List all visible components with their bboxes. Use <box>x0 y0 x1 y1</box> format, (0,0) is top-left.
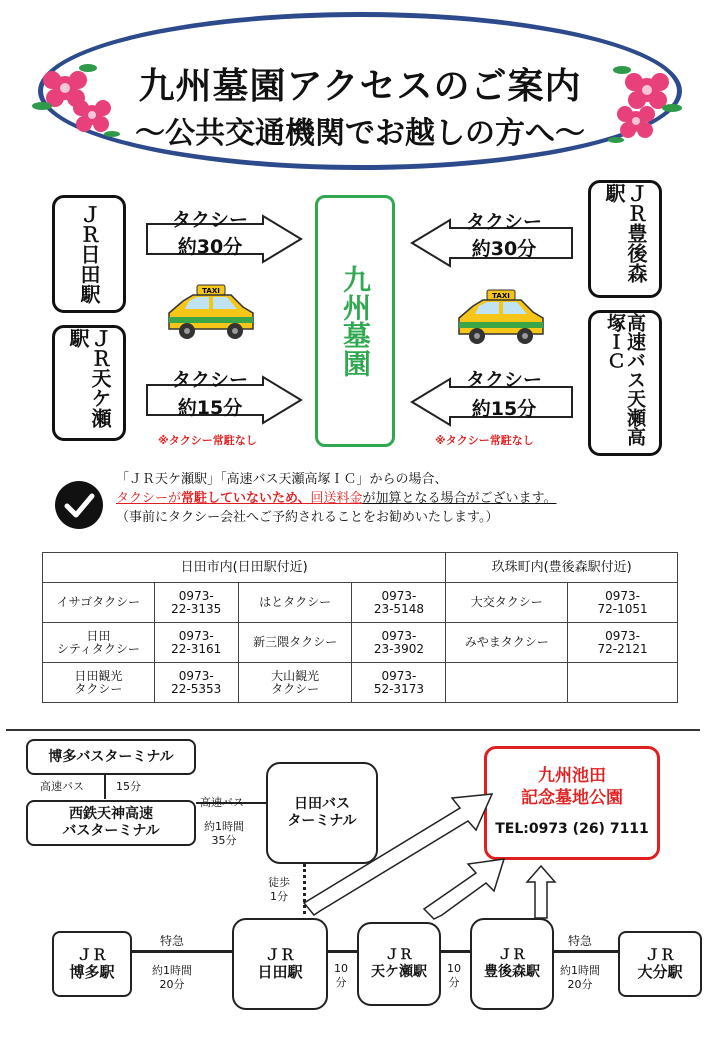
rail-line <box>554 950 618 953</box>
check-icon <box>54 480 104 530</box>
notice-text <box>116 470 556 527</box>
goal-box <box>484 746 660 860</box>
taxi-sign: TAXI <box>202 287 220 295</box>
jr-hakata-station: ＪＲ 博多駅 <box>52 931 132 997</box>
station-bungomori <box>588 180 662 298</box>
highway-bus-time: 15分 <box>116 780 141 793</box>
arrow-up-right-icon <box>420 855 510 925</box>
phone-number: 0973- 23-3902 <box>352 623 446 663</box>
goal-tel: TEL:0973 (26) 7111 <box>495 821 649 837</box>
phone-number: 0973- 23-5148 <box>352 583 446 623</box>
route-label: タクシー <box>171 369 248 391</box>
hakata-bus-terminal: 博多バスターミナル <box>26 739 196 775</box>
station-hita <box>52 195 126 313</box>
table-row <box>43 663 678 703</box>
nishitetsu-bus-terminal: 西鉄天神高速 バスターミナル <box>26 800 196 846</box>
rail-line <box>328 950 358 953</box>
company-name: 日田観光 タクシー <box>43 663 155 703</box>
station-hita-label: ＪＲ日田駅 <box>77 204 101 304</box>
destination-box <box>315 195 395 447</box>
notice-line3: （事前にタクシー会社へご予約されることをお勧めいたします。） <box>116 510 499 525</box>
destination-label: 九州墓園 <box>339 265 372 377</box>
company-name: はとタクシー <box>238 583 352 623</box>
company-name: 日田 シティタクシー <box>43 623 155 663</box>
highway-bus-label: 高速バス <box>40 780 84 793</box>
express-time: 約1時間 20分 <box>560 964 600 991</box>
jr-hita-station: ＪＲ 日田駅 <box>232 918 328 1010</box>
station-highway-bus-label: 高速バス天瀬高塚ＩＣ <box>604 313 646 446</box>
company-name: 新三隈タクシー <box>238 623 352 663</box>
flower-icon <box>606 96 666 146</box>
route-time: 約15分 <box>177 397 243 419</box>
table-header-kusu: 玖珠町内(豊後森駅付近) <box>446 553 678 583</box>
table-header-hita: 日田市内(日田駅付近) <box>43 553 446 583</box>
phone-number <box>568 663 678 703</box>
route-label: タクシー <box>465 211 542 233</box>
company-name: イサゴタクシー <box>43 583 155 623</box>
connector-line <box>104 775 106 799</box>
route-time: 約30分 <box>471 238 537 260</box>
taxi-company-table <box>42 552 678 703</box>
phone-number: 0973- 72-1051 <box>568 583 678 623</box>
arrow-up-icon <box>524 864 558 920</box>
table-row <box>43 623 678 663</box>
phone-number: 0973- 52-3173 <box>352 663 446 703</box>
route-label: タクシー <box>465 369 542 391</box>
company-name: 大山観光 タクシー <box>238 663 352 703</box>
jr-amagase-station: ＪＲ 天ケ瀬駅 <box>357 922 441 1006</box>
no-taxi-note: ※タクシー常駐なし <box>435 434 534 447</box>
rail-line <box>116 950 234 953</box>
page-title: 九州墓園アクセスのご案内 <box>138 66 582 107</box>
route-time: 約30分 <box>177 236 243 258</box>
rail-line <box>440 950 470 953</box>
station-bungomori-label: ＪＲ豊後森駅 <box>602 183 648 283</box>
segment-time: 10 分 <box>334 962 348 989</box>
route-label: タクシー <box>171 209 248 231</box>
station-amagase-label: ＪＲ天ケ瀬駅 <box>66 328 112 428</box>
taxi-icon <box>455 288 547 348</box>
station-highway-bus <box>588 310 662 456</box>
section-divider <box>6 729 700 731</box>
flower-icon <box>62 90 122 140</box>
phone-number: 0973- 22-3161 <box>154 623 238 663</box>
goal-name: 九州池田 記念墓地公園 <box>521 766 623 808</box>
express-time: 約1時間 20分 <box>152 964 192 991</box>
notice-line2: タクシーが常駐していないため、回送料金が加算となる場合がございます。 <box>116 491 557 506</box>
hita-bus-terminal: 日田バス ターミナル <box>266 762 378 864</box>
company-name: 大交タクシー <box>446 583 568 623</box>
station-amagase <box>52 325 126 441</box>
phone-number: 0973- 22-3135 <box>154 583 238 623</box>
highway-bus-label: 高速バス <box>200 796 244 809</box>
express-label: 特急 <box>160 934 185 948</box>
express-label: 特急 <box>568 934 593 948</box>
highway-bus-time: 約1時間 35分 <box>204 820 244 847</box>
company-name <box>446 663 568 703</box>
taxi-icon <box>165 283 257 343</box>
jr-bungomori-station: ＪＲ 豊後森駅 <box>470 918 554 1010</box>
walk-time: 徒歩 1分 <box>268 876 290 903</box>
table-row <box>43 583 678 623</box>
segment-time: 10 分 <box>447 962 461 989</box>
page-subtitle: 〜公共交通機関でお越しの方へ〜 <box>135 116 585 151</box>
company-name: みやまタクシー <box>446 623 568 663</box>
taxi-sign: TAXI <box>492 292 510 300</box>
phone-number: 0973- 72-2121 <box>568 623 678 663</box>
route-time: 約15分 <box>471 398 537 420</box>
notice-line1: 「ＪＲ天ケ瀬駅」「高速バス天瀬高塚ＩＣ」からの場合、 <box>116 472 448 487</box>
phone-number: 0973- 22-5353 <box>154 663 238 703</box>
jr-oita-station: ＪＲ 大分駅 <box>618 931 702 997</box>
no-taxi-note: ※タクシー常駐なし <box>158 434 257 447</box>
